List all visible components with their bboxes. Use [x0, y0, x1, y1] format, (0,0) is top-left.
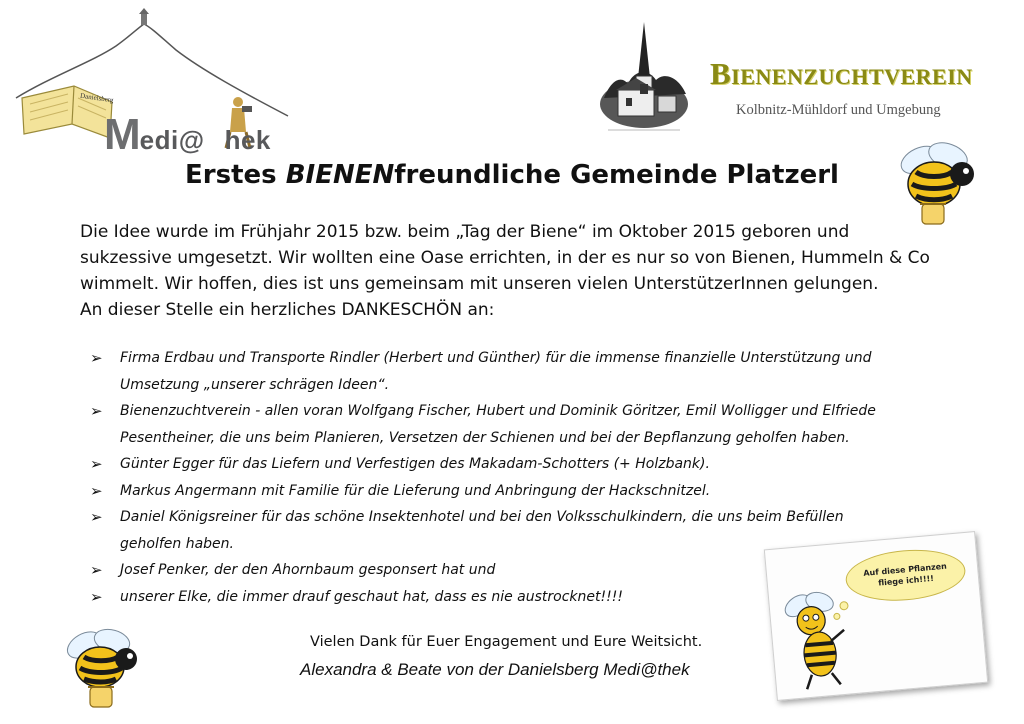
bee-cartoon-note	[764, 531, 988, 701]
list-item-line: Pesentheiner, die uns beim Planieren, Versetzen der Schienen und bei der Bepflanzung geholfen haben.	[120, 429, 850, 446]
page-title-start: Erstes	[185, 160, 286, 190]
book-label: Danielsberg	[79, 91, 115, 105]
church-icon	[598, 18, 690, 138]
arrow-bullet-icon: ➢	[90, 455, 103, 473]
list-item	[90, 451, 990, 478]
page-title	[0, 160, 1024, 190]
list-item	[90, 345, 990, 398]
page-title-end: freundliche Gemeinde Platzerl	[394, 160, 839, 190]
intro-line: An dieser Stelle ein herzliches DANKESCHÖN an:	[80, 300, 495, 320]
church-illustration	[598, 18, 690, 138]
intro-line: wimmelt. Wir hoffen, dies ist uns gemeinsam mit unseren vielen UnterstützerInnen gelungen.	[80, 274, 879, 294]
mediathek-logo	[12, 6, 292, 159]
closing-line: Vielen Dank für Euer Engagement und Eure Weitsicht.	[310, 634, 703, 650]
signature: Alexandra & Beate von der Danielsberg Medi@thek	[300, 660, 690, 679]
mediathek-wordmark	[104, 110, 271, 160]
intro-line: sukzessive umgesetzt. Wir wollten eine Oase errichten, in der es nur so von Bienen, Hummeln & Co	[80, 248, 930, 268]
list-item-line: Daniel Königsreiner für das schöne Insektenhotel und bei den Volksschulkindern, die uns beim Befüllen	[120, 509, 844, 525]
beekeeping-club-title: Bienenzuchtverein	[710, 56, 973, 91]
bee-with-honey-pot-icon	[60, 625, 148, 713]
beekeeping-club-subtitle: Kolbnitz-Mühldorf und Umgebung	[736, 102, 941, 118]
intro-paragraph	[80, 219, 960, 323]
arrow-bullet-icon: ➢	[90, 508, 103, 526]
arrow-bullet-icon: ➢	[90, 349, 103, 367]
list-item-line: Bienenzuchtverein - allen voran Wolfgang Fischer, Hubert und Dominik Göritzer, Emil Wolligger und Elfriede	[120, 403, 876, 419]
arrow-bullet-icon: ➢	[90, 587, 103, 606]
intro-line: Die Idee wurde im Frühjahr 2015 bzw. beim „Tag der Biene“ im Oktober 2015 geboren und	[80, 222, 850, 242]
mediathek-wordmark-middle: edi@	[139, 125, 205, 155]
list-item	[90, 478, 990, 505]
list-item-line: Umsetzung „unserer schrägen Ideen“.	[120, 376, 390, 393]
speech-bubble-line: Auf diese Pflanzen	[863, 561, 948, 578]
list-item-line: Markus Angermann mit Familie für die Lieferung und Anbringung der Hackschnitzel.	[120, 482, 711, 499]
page-title-emphasis: BIENEN	[285, 160, 395, 190]
list-item-line: geholfen haben.	[120, 535, 234, 552]
mediathek-big-letter: M	[104, 110, 140, 159]
arrow-bullet-icon: ➢	[90, 481, 103, 500]
speech-bubble-line: fliege ich!!!!	[877, 573, 935, 588]
list-item-line: Günter Egger für das Liefern und Verfestigen des Makadam-Schotters (+ Holzbank).	[120, 456, 710, 472]
list-item-line: Firma Erdbau und Transporte Rindler (Herbert und Günther) für die immense finanzielle Unterstützung und	[120, 350, 872, 366]
list-item-line: Josef Penker, der den Ahornbaum gesponsert hat und	[120, 562, 496, 578]
arrow-bullet-icon: ➢	[90, 402, 103, 420]
list-item	[90, 398, 990, 451]
arrow-bullet-icon: ➢	[90, 561, 103, 579]
mediathek-wordmark-suffix: hek	[224, 125, 271, 155]
list-item-line: unserer Elke, die immer drauf geschaut hat, dass es nie austrocknet!!!!	[120, 588, 623, 605]
